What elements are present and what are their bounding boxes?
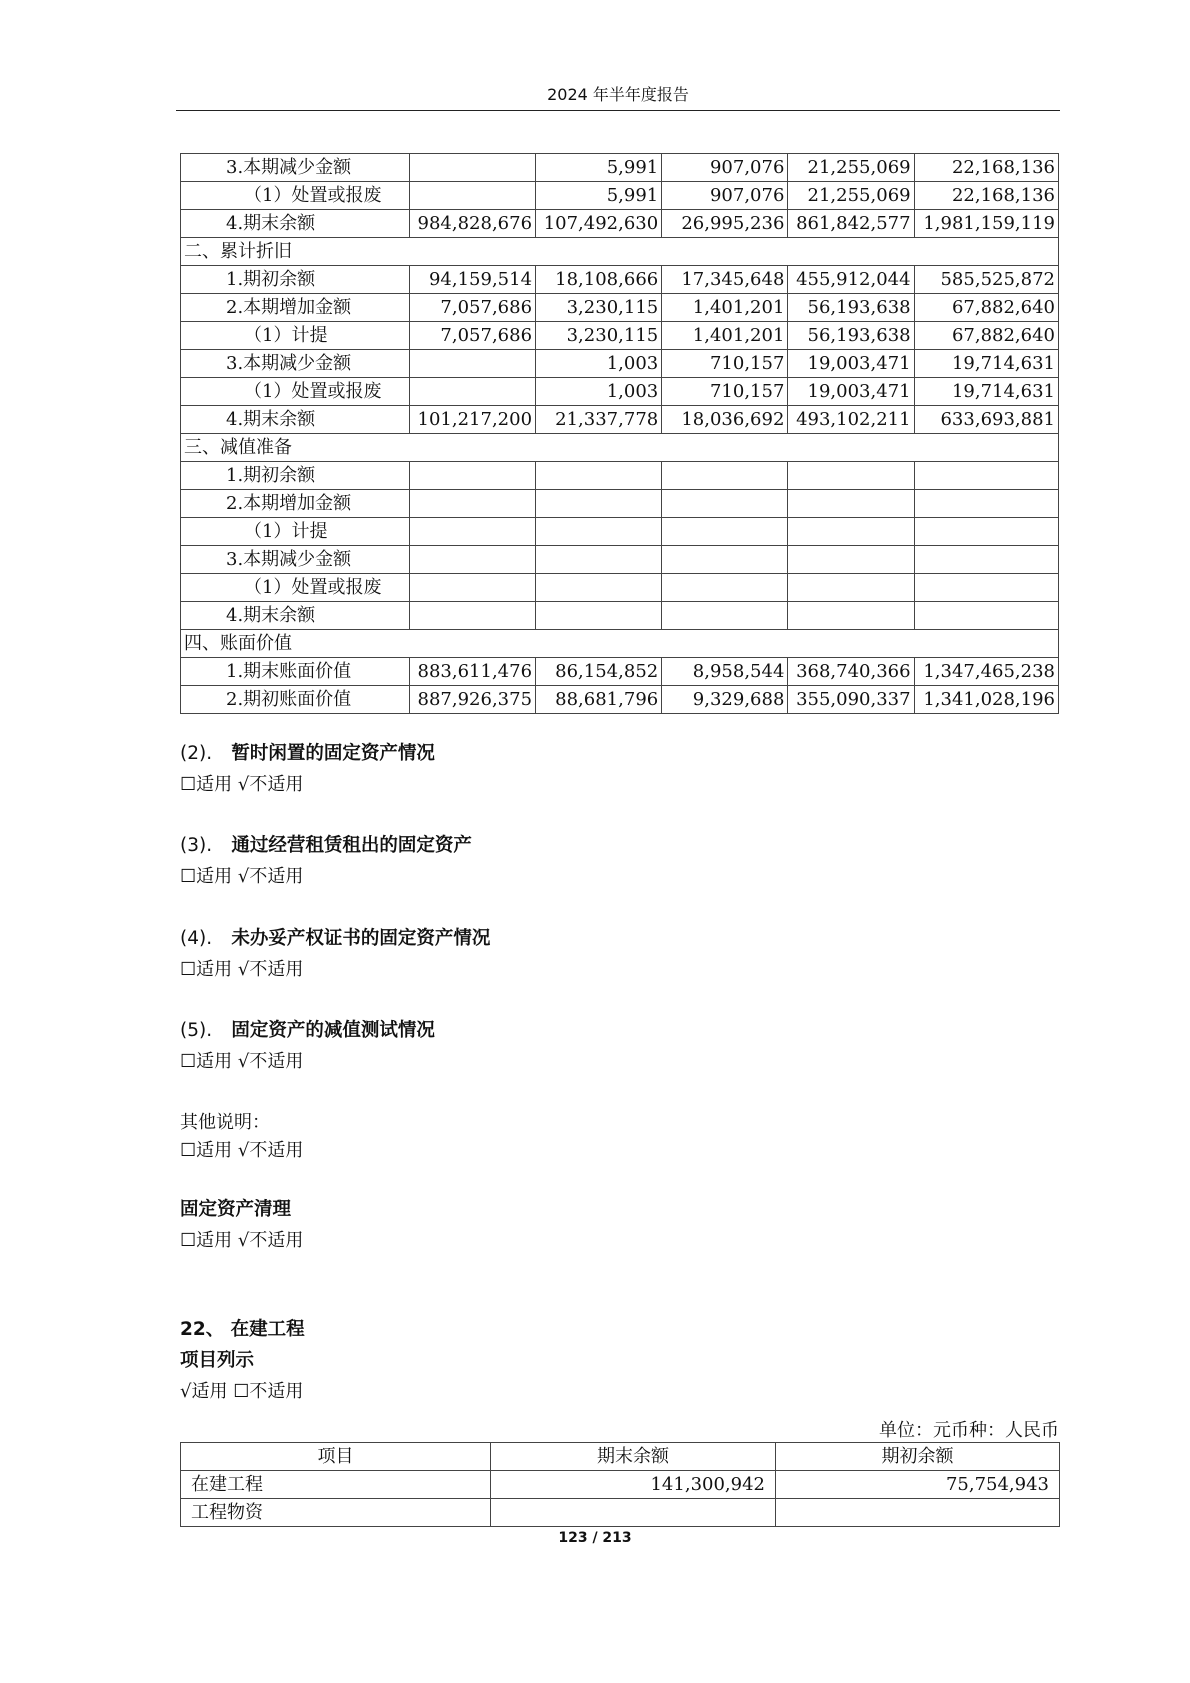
row-label: （1）计提 — [181, 518, 410, 546]
value-cell — [914, 462, 1058, 490]
section-leased-assets — [180, 834, 472, 889]
section-title: (4). 未办妥产权证书的固定资产情况 — [180, 928, 491, 949]
value-cell: 1,401,201 — [662, 322, 788, 350]
row-label: 3.本期减少金额 — [181, 350, 410, 378]
row-label: 1.期末账面价值 — [181, 658, 410, 686]
applicability-option: √适用 ☐不适用 — [180, 1381, 304, 1402]
header-cell: 期初余额 — [776, 1443, 1060, 1471]
value-cell: 56,193,638 — [788, 322, 914, 350]
value-cell: 5,991 — [536, 154, 662, 182]
value-cell: 67,882,640 — [914, 294, 1058, 322]
row-label: 3.本期减少金额 — [181, 546, 410, 574]
value-cell: 88,681,796 — [536, 686, 662, 714]
value-cell: 7,057,686 — [409, 322, 535, 350]
section-other-notes — [180, 1111, 303, 1163]
value-cell — [914, 490, 1058, 518]
value-cell: 21,255,069 — [788, 154, 914, 182]
value-cell: 1,347,465,238 — [914, 658, 1058, 686]
fixed-assets-table — [180, 153, 1059, 714]
value-cell: 907,076 — [662, 154, 788, 182]
section-subheading: 项目列示 — [180, 1350, 255, 1371]
value-cell: 21,255,069 — [788, 182, 914, 210]
value-cell — [776, 1499, 1060, 1527]
row-label: 2.本期增加金额 — [181, 294, 410, 322]
table-row — [181, 686, 1059, 714]
section-heading: 22、 在建工程 — [180, 1319, 305, 1340]
table-row — [181, 182, 1059, 210]
value-cell — [914, 574, 1058, 602]
row-label: 1.期初余额 — [181, 462, 410, 490]
value-cell — [409, 490, 535, 518]
value-cell — [788, 518, 914, 546]
value-cell: 21,337,778 — [536, 406, 662, 434]
value-cell — [409, 602, 535, 630]
section-construction-in-progress — [180, 1318, 305, 1404]
value-cell: 17,345,648 — [662, 266, 788, 294]
value-cell — [662, 602, 788, 630]
value-cell — [536, 518, 662, 546]
other-notes-title: 其他说明： — [180, 1112, 270, 1133]
section-no-title-certificate — [180, 927, 490, 982]
row-label: （1）处置或报废 — [181, 378, 410, 406]
item-cell: 工程物资 — [181, 1499, 491, 1527]
value-cell — [409, 350, 535, 378]
value-cell — [409, 546, 535, 574]
row-label: 2.期初账面价值 — [181, 686, 410, 714]
table-row — [181, 266, 1059, 294]
value-cell: 19,714,631 — [914, 350, 1058, 378]
value-cell — [788, 462, 914, 490]
value-cell: 9,329,688 — [662, 686, 788, 714]
value-cell: 1,401,201 — [662, 294, 788, 322]
value-cell: 1,341,028,196 — [914, 686, 1058, 714]
value-cell: 710,157 — [662, 350, 788, 378]
table-row — [181, 1471, 1060, 1499]
section-title: (2). 暂时闲置的固定资产情况 — [180, 743, 435, 764]
value-cell: 5,991 — [536, 182, 662, 210]
table-row — [181, 210, 1059, 238]
row-label: （1）计提 — [181, 322, 410, 350]
value-cell: 887,926,375 — [409, 686, 535, 714]
row-label: 三、减值准备 — [181, 434, 1059, 462]
value-cell — [662, 518, 788, 546]
value-cell: 94,159,514 — [409, 266, 535, 294]
header-cell: 项目 — [181, 1443, 491, 1471]
value-cell: 22,168,136 — [914, 182, 1058, 210]
currency-unit: 单位：元币种：人民币 — [879, 1420, 1059, 1441]
value-cell: 984,828,676 — [409, 210, 535, 238]
section-row — [181, 238, 1059, 266]
value-cell: 107,492,630 — [536, 210, 662, 238]
table-row — [181, 1499, 1060, 1527]
row-label: （1）处置或报废 — [181, 182, 410, 210]
value-cell: 368,740,366 — [788, 658, 914, 686]
table-row — [181, 602, 1059, 630]
section-idle-assets — [180, 742, 435, 797]
value-cell — [536, 602, 662, 630]
value-cell: 75,754,943 — [776, 1471, 1060, 1499]
value-cell: 67,882,640 — [914, 322, 1058, 350]
section-row — [181, 434, 1059, 462]
applicability-option: ☐适用 √不适用 — [180, 959, 304, 980]
value-cell: 3,230,115 — [536, 294, 662, 322]
value-cell — [788, 574, 914, 602]
value-cell — [662, 574, 788, 602]
value-cell — [788, 490, 914, 518]
value-cell — [536, 462, 662, 490]
section-row — [181, 630, 1059, 658]
row-label: 4.期末余额 — [181, 210, 410, 238]
value-cell — [662, 490, 788, 518]
table-header-row — [181, 1443, 1060, 1471]
section-impairment-test — [180, 1019, 435, 1074]
value-cell: 1,003 — [536, 378, 662, 406]
value-cell: 1,003 — [536, 350, 662, 378]
value-cell — [662, 546, 788, 574]
value-cell: 493,102,211 — [788, 406, 914, 434]
value-cell — [409, 154, 535, 182]
value-cell — [409, 574, 535, 602]
section-title: (3). 通过经营租赁租出的固定资产 — [180, 835, 472, 856]
value-cell: 633,693,881 — [914, 406, 1058, 434]
value-cell — [662, 462, 788, 490]
construction-in-progress-table — [180, 1442, 1060, 1527]
applicability-option: ☐适用 √不适用 — [180, 1140, 304, 1161]
value-cell: 8,958,544 — [662, 658, 788, 686]
value-cell: 26,995,236 — [662, 210, 788, 238]
value-cell: 455,912,044 — [788, 266, 914, 294]
applicability-option: ☐适用 √不适用 — [180, 866, 304, 887]
value-cell — [788, 602, 914, 630]
page-number: 123 / 213 — [558, 1530, 632, 1546]
applicability-option: ☐适用 √不适用 — [180, 1051, 304, 1072]
row-label: 二、累计折旧 — [181, 238, 1059, 266]
value-cell — [536, 490, 662, 518]
value-cell: 22,168,136 — [914, 154, 1058, 182]
row-label: 3.本期减少金额 — [181, 154, 410, 182]
value-cell: 883,611,476 — [409, 658, 535, 686]
table-row — [181, 322, 1059, 350]
value-cell — [409, 378, 535, 406]
applicability-option: ☐适用 √不适用 — [180, 1230, 304, 1251]
row-label: 4.期末余额 — [181, 602, 410, 630]
section-title: 固定资产清理 — [180, 1199, 292, 1220]
page-header: 2024 年半年度报告 — [176, 84, 1060, 111]
item-cell: 在建工程 — [181, 1471, 491, 1499]
table-row — [181, 658, 1059, 686]
value-cell: 18,036,692 — [662, 406, 788, 434]
table-row — [181, 574, 1059, 602]
value-cell: 907,076 — [662, 182, 788, 210]
table-row — [181, 490, 1059, 518]
value-cell: 355,090,337 — [788, 686, 914, 714]
value-cell: 1,981,159,119 — [914, 210, 1058, 238]
row-label: 2.本期增加金额 — [181, 490, 410, 518]
value-cell — [409, 518, 535, 546]
value-cell: 585,525,872 — [914, 266, 1058, 294]
row-label: 四、账面价值 — [181, 630, 1059, 658]
value-cell: 7,057,686 — [409, 294, 535, 322]
table-row — [181, 546, 1059, 574]
table-row — [181, 462, 1059, 490]
table-row — [181, 154, 1059, 182]
section-title: (5). 固定资产的减值测试情况 — [180, 1020, 435, 1041]
header-cell: 期末余额 — [491, 1443, 776, 1471]
value-cell — [409, 182, 535, 210]
value-cell: 86,154,852 — [536, 658, 662, 686]
row-label: 4.期末余额 — [181, 406, 410, 434]
value-cell: 710,157 — [662, 378, 788, 406]
section-asset-cleanup — [180, 1198, 303, 1253]
value-cell — [536, 546, 662, 574]
value-cell — [914, 602, 1058, 630]
value-cell: 861,842,577 — [788, 210, 914, 238]
value-cell: 19,003,471 — [788, 350, 914, 378]
value-cell: 141,300,942 — [491, 1471, 776, 1499]
table-row — [181, 378, 1059, 406]
value-cell: 19,714,631 — [914, 378, 1058, 406]
value-cell — [914, 518, 1058, 546]
row-label: （1）处置或报废 — [181, 574, 410, 602]
value-cell — [409, 462, 535, 490]
value-cell — [788, 546, 914, 574]
table-row — [181, 406, 1059, 434]
value-cell — [491, 1499, 776, 1527]
table-row — [181, 518, 1059, 546]
value-cell — [536, 574, 662, 602]
row-label: 1.期初余额 — [181, 266, 410, 294]
value-cell: 56,193,638 — [788, 294, 914, 322]
value-cell: 18,108,666 — [536, 266, 662, 294]
value-cell — [914, 546, 1058, 574]
applicability-option: ☐适用 √不适用 — [180, 774, 304, 795]
value-cell: 3,230,115 — [536, 322, 662, 350]
table-row — [181, 350, 1059, 378]
value-cell: 101,217,200 — [409, 406, 535, 434]
table-row — [181, 294, 1059, 322]
value-cell: 19,003,471 — [788, 378, 914, 406]
